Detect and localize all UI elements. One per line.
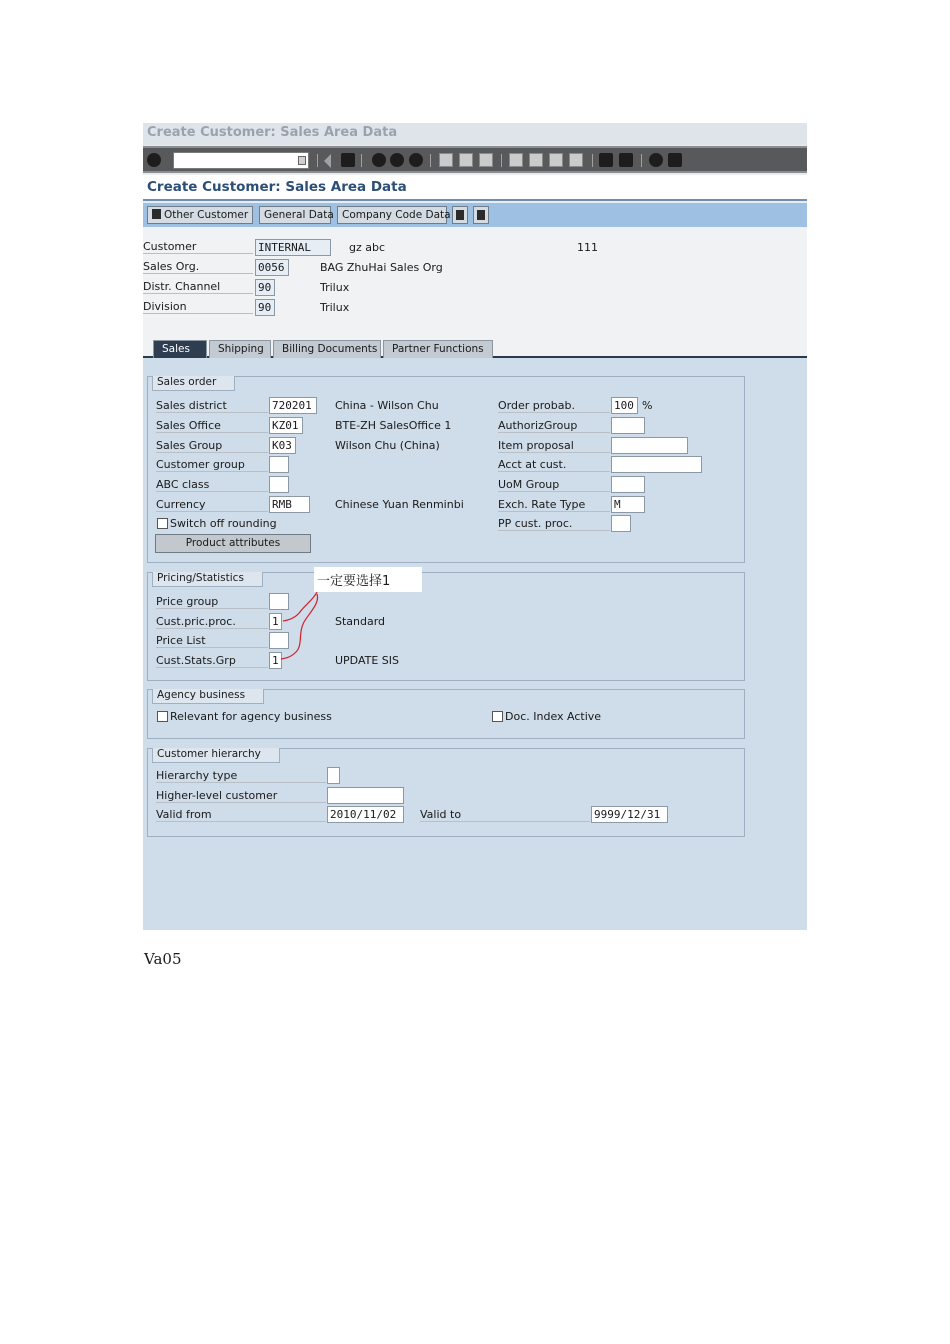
cust-stats-grp-field[interactable]: 1	[269, 652, 282, 669]
pricing-statistics-group	[147, 572, 745, 681]
find-icon[interactable]	[459, 153, 473, 167]
sales-district-desc: China - Wilson Chu	[335, 399, 439, 412]
new-session-icon[interactable]	[599, 153, 613, 167]
window-title: Create Customer: Sales Area Data	[143, 123, 807, 145]
exit-icon[interactable]	[390, 153, 404, 167]
uom-group-field[interactable]	[611, 476, 645, 493]
currency-field[interactable]: RMB	[269, 496, 310, 513]
application-toolbar	[143, 203, 807, 227]
shortcut-icon[interactable]	[619, 153, 633, 167]
customer-group-label: Customer group	[156, 458, 268, 472]
agency-business-group	[147, 689, 745, 739]
tab-billing-documents[interactable]: Billing Documents	[273, 340, 381, 358]
hierarchy-type-field[interactable]	[327, 767, 340, 784]
other-customer-icon	[152, 209, 161, 219]
sales-group-desc: Wilson Chu (China)	[335, 439, 440, 452]
higher-level-customer-label: Higher-level customer	[156, 789, 326, 803]
pricing-statistics-group-title: Pricing/Statistics	[152, 572, 263, 587]
sales-group-field[interactable]: K03	[269, 437, 296, 454]
price-list-label: Price List	[156, 634, 268, 648]
sales-order-group	[147, 376, 745, 563]
company-code-data-button[interactable]	[337, 206, 451, 224]
higher-level-customer-field[interactable]	[327, 787, 404, 804]
customer-hierarchy-group-title: Customer hierarchy	[152, 748, 280, 763]
next-page-icon[interactable]	[549, 153, 563, 167]
cust-pric-proc-field[interactable]: 1	[269, 613, 282, 630]
toolbar-separator	[501, 154, 502, 167]
toolbar-separator	[430, 154, 431, 167]
abc-class-label: ABC class	[156, 478, 268, 492]
print-icon[interactable]	[439, 153, 453, 167]
document-caption: Va05	[144, 950, 182, 968]
sap-window	[143, 123, 807, 930]
price-list-field[interactable]	[269, 632, 289, 649]
help-icon[interactable]	[649, 153, 663, 167]
save-icon[interactable]	[341, 153, 355, 167]
sales-office-field[interactable]: KZ01	[269, 417, 303, 434]
order-probab-field[interactable]: 100	[611, 397, 638, 414]
first-page-icon[interactable]	[509, 153, 523, 167]
item-proposal-field[interactable]	[611, 437, 688, 454]
sales-office-label: Sales Office	[156, 419, 268, 433]
distr-channel-field[interactable]: 90	[255, 279, 275, 296]
tab-partner-functions[interactable]: Partner Functions	[383, 340, 493, 358]
valid-to-field[interactable]: 9999/12/31	[591, 806, 668, 823]
cust-pric-proc-desc: Standard	[335, 615, 386, 628]
currency-desc: Chinese Yuan Renminbi	[335, 498, 464, 511]
next-screen-button[interactable]	[473, 206, 489, 224]
authoriz-group-label: AuthorizGroup	[498, 419, 610, 433]
tab-sales[interactable]: Sales	[153, 340, 207, 358]
product-attributes-button[interactable]: Product attributes	[155, 534, 311, 553]
customer-label: Customer	[143, 240, 253, 254]
distr-channel-label: Distr. Channel	[143, 280, 253, 294]
screen-title: Create Customer: Sales Area Data	[143, 175, 807, 201]
hierarchy-type-label: Hierarchy type	[156, 769, 326, 783]
sales-org-desc: BAG ZhuHai Sales Org	[320, 261, 443, 274]
other-customer-button[interactable]	[147, 206, 253, 224]
back-icon[interactable]	[372, 153, 386, 167]
general-data-button[interactable]	[259, 206, 334, 224]
tab-strip	[143, 336, 807, 358]
toolbar-separator	[361, 154, 362, 167]
order-probab-label: Order probab.	[498, 399, 610, 413]
sales-org-field[interactable]: 0056	[255, 259, 289, 276]
previous-screen-icon	[456, 210, 464, 220]
customer-name: gz abc	[349, 241, 386, 254]
abc-class-field[interactable]	[269, 476, 289, 493]
uom-group-label: UoM Group	[498, 478, 610, 492]
standard-toolbar	[143, 146, 807, 173]
switch-off-rounding-label: Switch off rounding	[170, 517, 277, 530]
tab-shipping[interactable]: Shipping	[209, 340, 271, 358]
division-desc: Trilux	[320, 301, 350, 314]
sales-district-field[interactable]: 720201	[269, 397, 317, 414]
find-next-icon[interactable]	[479, 153, 493, 167]
toolbar-separator	[592, 154, 593, 167]
customer-hierarchy-group	[147, 748, 745, 837]
cust-pric-proc-label: Cust.pric.proc.	[156, 615, 268, 629]
valid-to-label: Valid to	[420, 808, 590, 822]
back-arrow-icon[interactable]	[323, 154, 331, 168]
division-label: Division	[143, 300, 253, 314]
authoriz-group-field[interactable]	[611, 417, 645, 434]
cancel-icon[interactable]	[409, 153, 423, 167]
last-page-icon[interactable]	[569, 153, 583, 167]
acct-at-cust-label: Acct at cust.	[498, 458, 610, 472]
company-code-data-label: Company Code Data	[342, 209, 451, 221]
next-screen-icon	[477, 210, 485, 220]
toolbar-separator	[641, 154, 642, 167]
exch-rate-type-field[interactable]: M	[611, 496, 645, 513]
customer-field[interactable]: INTERNAL	[255, 239, 331, 256]
doc-index-active-label: Doc. Index Active	[505, 710, 602, 723]
cust-stats-grp-desc: UPDATE SIS	[335, 654, 400, 667]
layout-menu-icon[interactable]	[668, 153, 682, 167]
acct-at-cust-field[interactable]	[611, 456, 702, 473]
annotation-note: 一定要选择1	[314, 567, 422, 592]
price-group-label: Price group	[156, 595, 268, 609]
previous-page-icon[interactable]	[529, 153, 543, 167]
tab-content	[143, 358, 807, 930]
currency-label: Currency	[156, 498, 268, 512]
general-data-label: General Data	[264, 209, 334, 221]
division-field[interactable]: 90	[255, 299, 275, 316]
sales-group-label: Sales Group	[156, 439, 268, 453]
toolbar-separator	[317, 154, 318, 167]
distr-channel-desc: Trilux	[320, 281, 350, 294]
other-customer-label: Other Customer	[164, 209, 249, 221]
sales-org-label: Sales Org.	[143, 260, 253, 274]
switch-off-rounding-checkbox[interactable]	[157, 518, 168, 529]
pp-cust-proc-field[interactable]	[611, 515, 631, 532]
pp-cust-proc-label: PP cust. proc.	[498, 517, 610, 531]
sales-office-desc: BTE-ZH SalesOffice 1	[335, 419, 452, 432]
valid-from-label: Valid from	[156, 808, 326, 822]
previous-screen-button[interactable]	[452, 206, 468, 224]
agency-business-group-title: Agency business	[152, 689, 264, 704]
price-group-field[interactable]	[269, 593, 289, 610]
order-probab-unit: %	[642, 399, 653, 412]
sales-district-label: Sales district	[156, 399, 268, 413]
sales-order-group-title: Sales order	[152, 376, 235, 391]
customer-group-field[interactable]	[269, 456, 289, 473]
customer-extra: 111	[577, 241, 598, 254]
item-proposal-label: Item proposal	[498, 439, 610, 453]
valid-from-field[interactable]: 2010/11/02	[327, 806, 404, 823]
command-history-icon[interactable]	[298, 156, 306, 165]
doc-index-active-checkbox[interactable]	[492, 711, 503, 722]
relevant-agency-checkbox[interactable]	[157, 711, 168, 722]
enter-icon[interactable]	[147, 153, 161, 167]
exch-rate-type-label: Exch. Rate Type	[498, 498, 610, 512]
command-field[interactable]	[173, 152, 309, 169]
relevant-agency-label: Relevant for agency business	[170, 710, 332, 723]
cust-stats-grp-label: Cust.Stats.Grp	[156, 654, 268, 668]
